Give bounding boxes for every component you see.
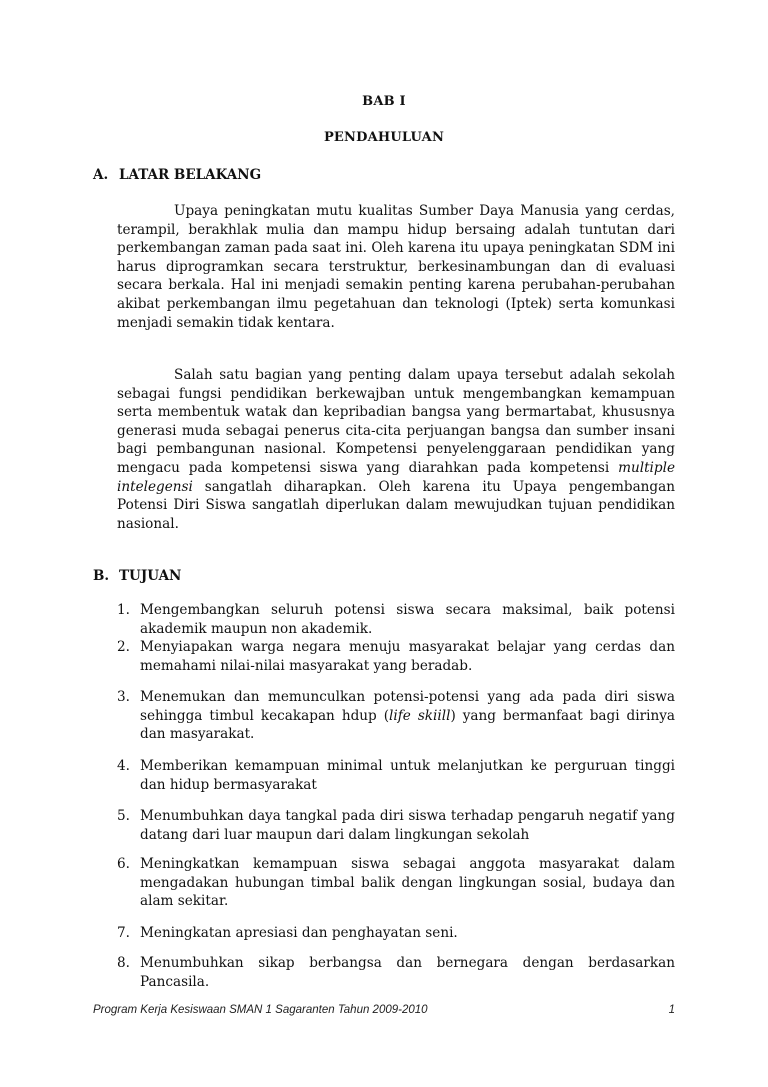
page-footer [93,1004,675,1016]
paragraph-1: Upaya peningkatan mutu kualitas Sumber Daya Manusia yang cerdas, terampil, berakhlak mulia dan mampu hidup bersaing adalah tuntutan dari perkembangan zaman pada saat ini. Oleh karena itu upaya peningkatan SDM ini harus diprogramkan secara terstruktur, berkesinambungan dan di evaluasi secara berkala. Hal ini menjadi semakin penting karena perubahan-perubahan akibat perkembangan ilmu pegetahuan dan teknologi (Iptek) serta komunkasi menjadi semakin tidak kentara. [117,203,675,331]
chapter-number: BAB I [362,94,406,109]
list-text-a: Menemukan dan memunculkan potensi-potensi yang ada pada diri siswa sehingga timbul kecakapan hdup ( [140,689,675,724]
list-item [117,757,675,794]
list-text: Memberikan kemampuan minimal untuk melanjutkan ke perguruan tinggi dan hidup bermasyarakat [140,758,675,793]
list-text [140,688,675,744]
list-number: 1. [117,602,130,618]
paragraph-2-italic: multiple intelegensi [117,459,675,495]
page-number: 1 [668,1004,675,1016]
list-text-italic: life skiill [389,707,451,724]
section-letter: A. [93,167,109,183]
list-item [117,688,675,744]
section-heading-tujuan [93,568,181,584]
paragraph-2-text-b: sangatlah diharapkan. Oleh karena itu Upaya pengembangan Potensi Diri Siswa sangatlah diperlukan dalam mewujudkan tujuan pendidikan nasional. [117,478,675,532]
section-title: LATAR BELAKANG [119,167,262,183]
list-number: 4. [117,758,130,774]
list-item [117,954,675,991]
section-heading-latar-belakang [93,167,261,183]
list-text: Menyiapakan warga negara menuju masyarakat belajar yang cerdas dan memahami nilai-nilai masyarakat yang beradab. [140,639,675,674]
paragraph-2 [117,366,675,533]
list-number: 6. [117,856,130,872]
section-letter: B. [93,568,110,584]
list-item [117,638,675,675]
section-title: TUJUAN [119,568,182,584]
chapter-title: PENDAHULUAN [323,130,445,145]
list-item [117,807,675,844]
footer-text: Program Kerja Kesiswaan SMAN 1 Sagaranten Tahun 2009-2010 [93,1004,428,1016]
paragraph-2-text-a: Salah satu bagian yang penting dalam upaya tersebut adalah sekolah sebagai fungsi pendidikan berkewajban untuk mengembangkan kemampuan serta membentuk watak dan kepribadian bangsa yang bermartabat, khususnya generasi muda sebagai penerus cita-cita perjuangan bangsa dan sumber insani bagi pembangunan nasional. Kompetensi penyelenggaraan pendidikan yang mengacu pada kompetensi siswa yang diarahkan pada kompetensi [117,367,675,476]
list-text: Meningkatkan kemampuan siswa sebagai anggota masyarakat dalam mengadakan hubungan timbal balik dengan lingkungan sosial, budaya dan alam sekitar. [140,856,675,910]
list-text: Meningkatan apresiasi dan penghayatan seni. [140,925,458,941]
list-number: 2. [117,639,130,655]
list-text: Mengembangkan seluruh potensi siswa secara maksimal, baik potensi akademik maupun non akademik. [140,602,675,637]
list-number: 8. [117,955,130,971]
list-text: Menumbuhkan daya tangkal pada diri siswa terhadap pengaruh negatif yang datang dari luar maupun dari dalam lingkungan sekolah [140,808,675,843]
list-number: 3. [117,689,130,705]
list-text-b: ) yang bermanfaat bagi dirinya dan masyarakat. [140,707,675,743]
list-text: Menumbuhkan sikap berbangsa dan bernegara dengan berdasarkan Pancasila. [140,955,675,990]
list-item [117,924,675,943]
list-number: 7. [117,925,130,941]
list-number: 5. [117,808,130,824]
list-item [117,601,675,638]
list-item [117,855,675,911]
